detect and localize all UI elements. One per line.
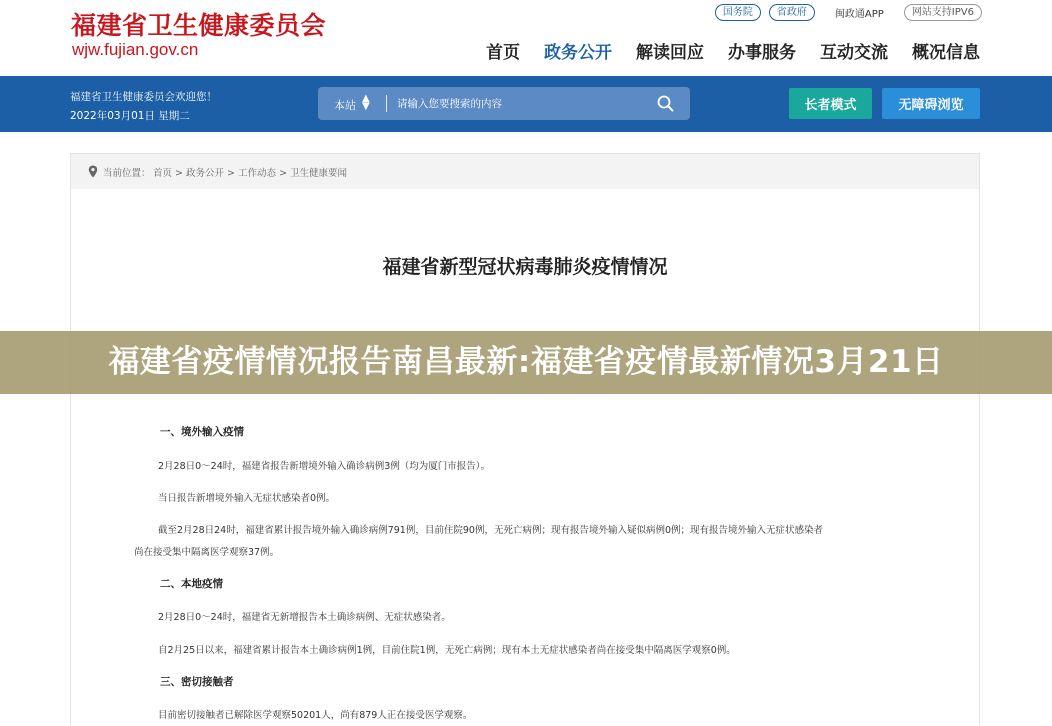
site-logo-url[interactable]: wjw.fujian.gov.cn [72, 40, 199, 59]
article-title: 福建省新型冠状病毒肺炎疫情情况 [382, 256, 668, 278]
article-paragraph: 2月28日0～24时，福建省报告新增境外输入确诊病例3例（均为厦门市报告）。 [158, 461, 491, 472]
nav-item-interpretation[interactable]: 解读回应 [636, 43, 704, 63]
article-paragraph: 自2月25日以来，福建省累计报告本土确诊病例1例，目前住院1例，无死亡病例；现有本土无症状感染者尚在接受集中隔离医学观察0例。 [158, 645, 736, 656]
welcome-block [70, 88, 217, 126]
nav-item-home[interactable]: 首页 [486, 43, 520, 63]
breadcrumb-work-news[interactable]: 工作动态 [238, 168, 277, 179]
scope-updown-icon[interactable]: ▲ ▼ [362, 93, 370, 112]
current-date: 2022年03月01日 星期二 [70, 110, 190, 122]
article-paragraph: 尚在接受集中隔离医学观察37例。 [134, 547, 280, 558]
search-box [318, 87, 690, 120]
breadcrumb-gov-affairs[interactable]: 政务公开 [186, 168, 225, 179]
nav-item-services[interactable]: 办事服务 [728, 43, 796, 63]
overlay-banner-text: 福建省疫情情况报告南昌最新:福建省疫情最新情况3月21日 [108, 344, 944, 380]
app-link[interactable]: 闽政通APP [834, 9, 884, 20]
section-heading: 二、本地疫情 [160, 578, 223, 590]
breadcrumb-label: 当前位置： [103, 168, 151, 179]
ipv6-badge: 网站支持IPV6 [904, 4, 982, 21]
search-scope-select[interactable]: 本站 [334, 99, 356, 112]
search-icon[interactable] [657, 95, 674, 112]
section-heading: 一、境外输入疫情 [160, 426, 244, 438]
accessibility-button[interactable]: 无障碍浏览 [882, 88, 980, 119]
nav-item-interaction[interactable]: 互动交流 [820, 43, 888, 63]
elder-mode-button[interactable]: 长者模式 [789, 88, 872, 119]
search-divider [386, 95, 387, 112]
breadcrumb [71, 154, 979, 189]
state-council-link[interactable]: 国务院 [715, 4, 761, 21]
nav-item-gov-affairs[interactable]: 政务公开 [544, 43, 612, 63]
article-paragraph: 当日报告新增境外输入无症状感染者0例。 [158, 493, 336, 504]
article-container [70, 153, 980, 726]
article-paragraph: 目前密切接触者已解除医学观察50201人，尚有879人正在接受医学观察。 [158, 710, 473, 721]
breadcrumb-trail: 首页 > 政务公开 > 工作动态 > 卫生健康要闻 [153, 168, 348, 179]
location-pin-icon [88, 165, 98, 178]
breadcrumb-home[interactable]: 首页 [153, 168, 173, 179]
overlay-banner [0, 331, 1052, 394]
site-header [0, 0, 1052, 76]
utility-bar [0, 76, 1052, 132]
top-links [715, 4, 982, 21]
nav-item-overview[interactable]: 概况信息 [912, 43, 980, 63]
search-input[interactable] [397, 87, 647, 120]
provincial-gov-link[interactable]: 省政府 [769, 4, 815, 21]
article-paragraph: 2月28日0～24时，福建省无新增报告本土确诊病例、无症状感染者。 [158, 612, 451, 623]
breadcrumb-health-news[interactable]: 卫生健康要闻 [290, 168, 348, 179]
article-paragraph: 截至2月28日24时，福建省累计报告境外输入确诊病例791例，目前住院90例，无死亡病例；现有报告境外输入疑似病例0例；现有报告境外输入无症状感染者 [158, 525, 823, 536]
main-nav [486, 38, 980, 63]
site-logo-title[interactable]: 福建省卫生健康委员会 [71, 11, 327, 40]
section-heading: 三、密切接触者 [160, 676, 234, 688]
welcome-text: 福建省卫生健康委员会欢迎您！ [70, 91, 217, 103]
